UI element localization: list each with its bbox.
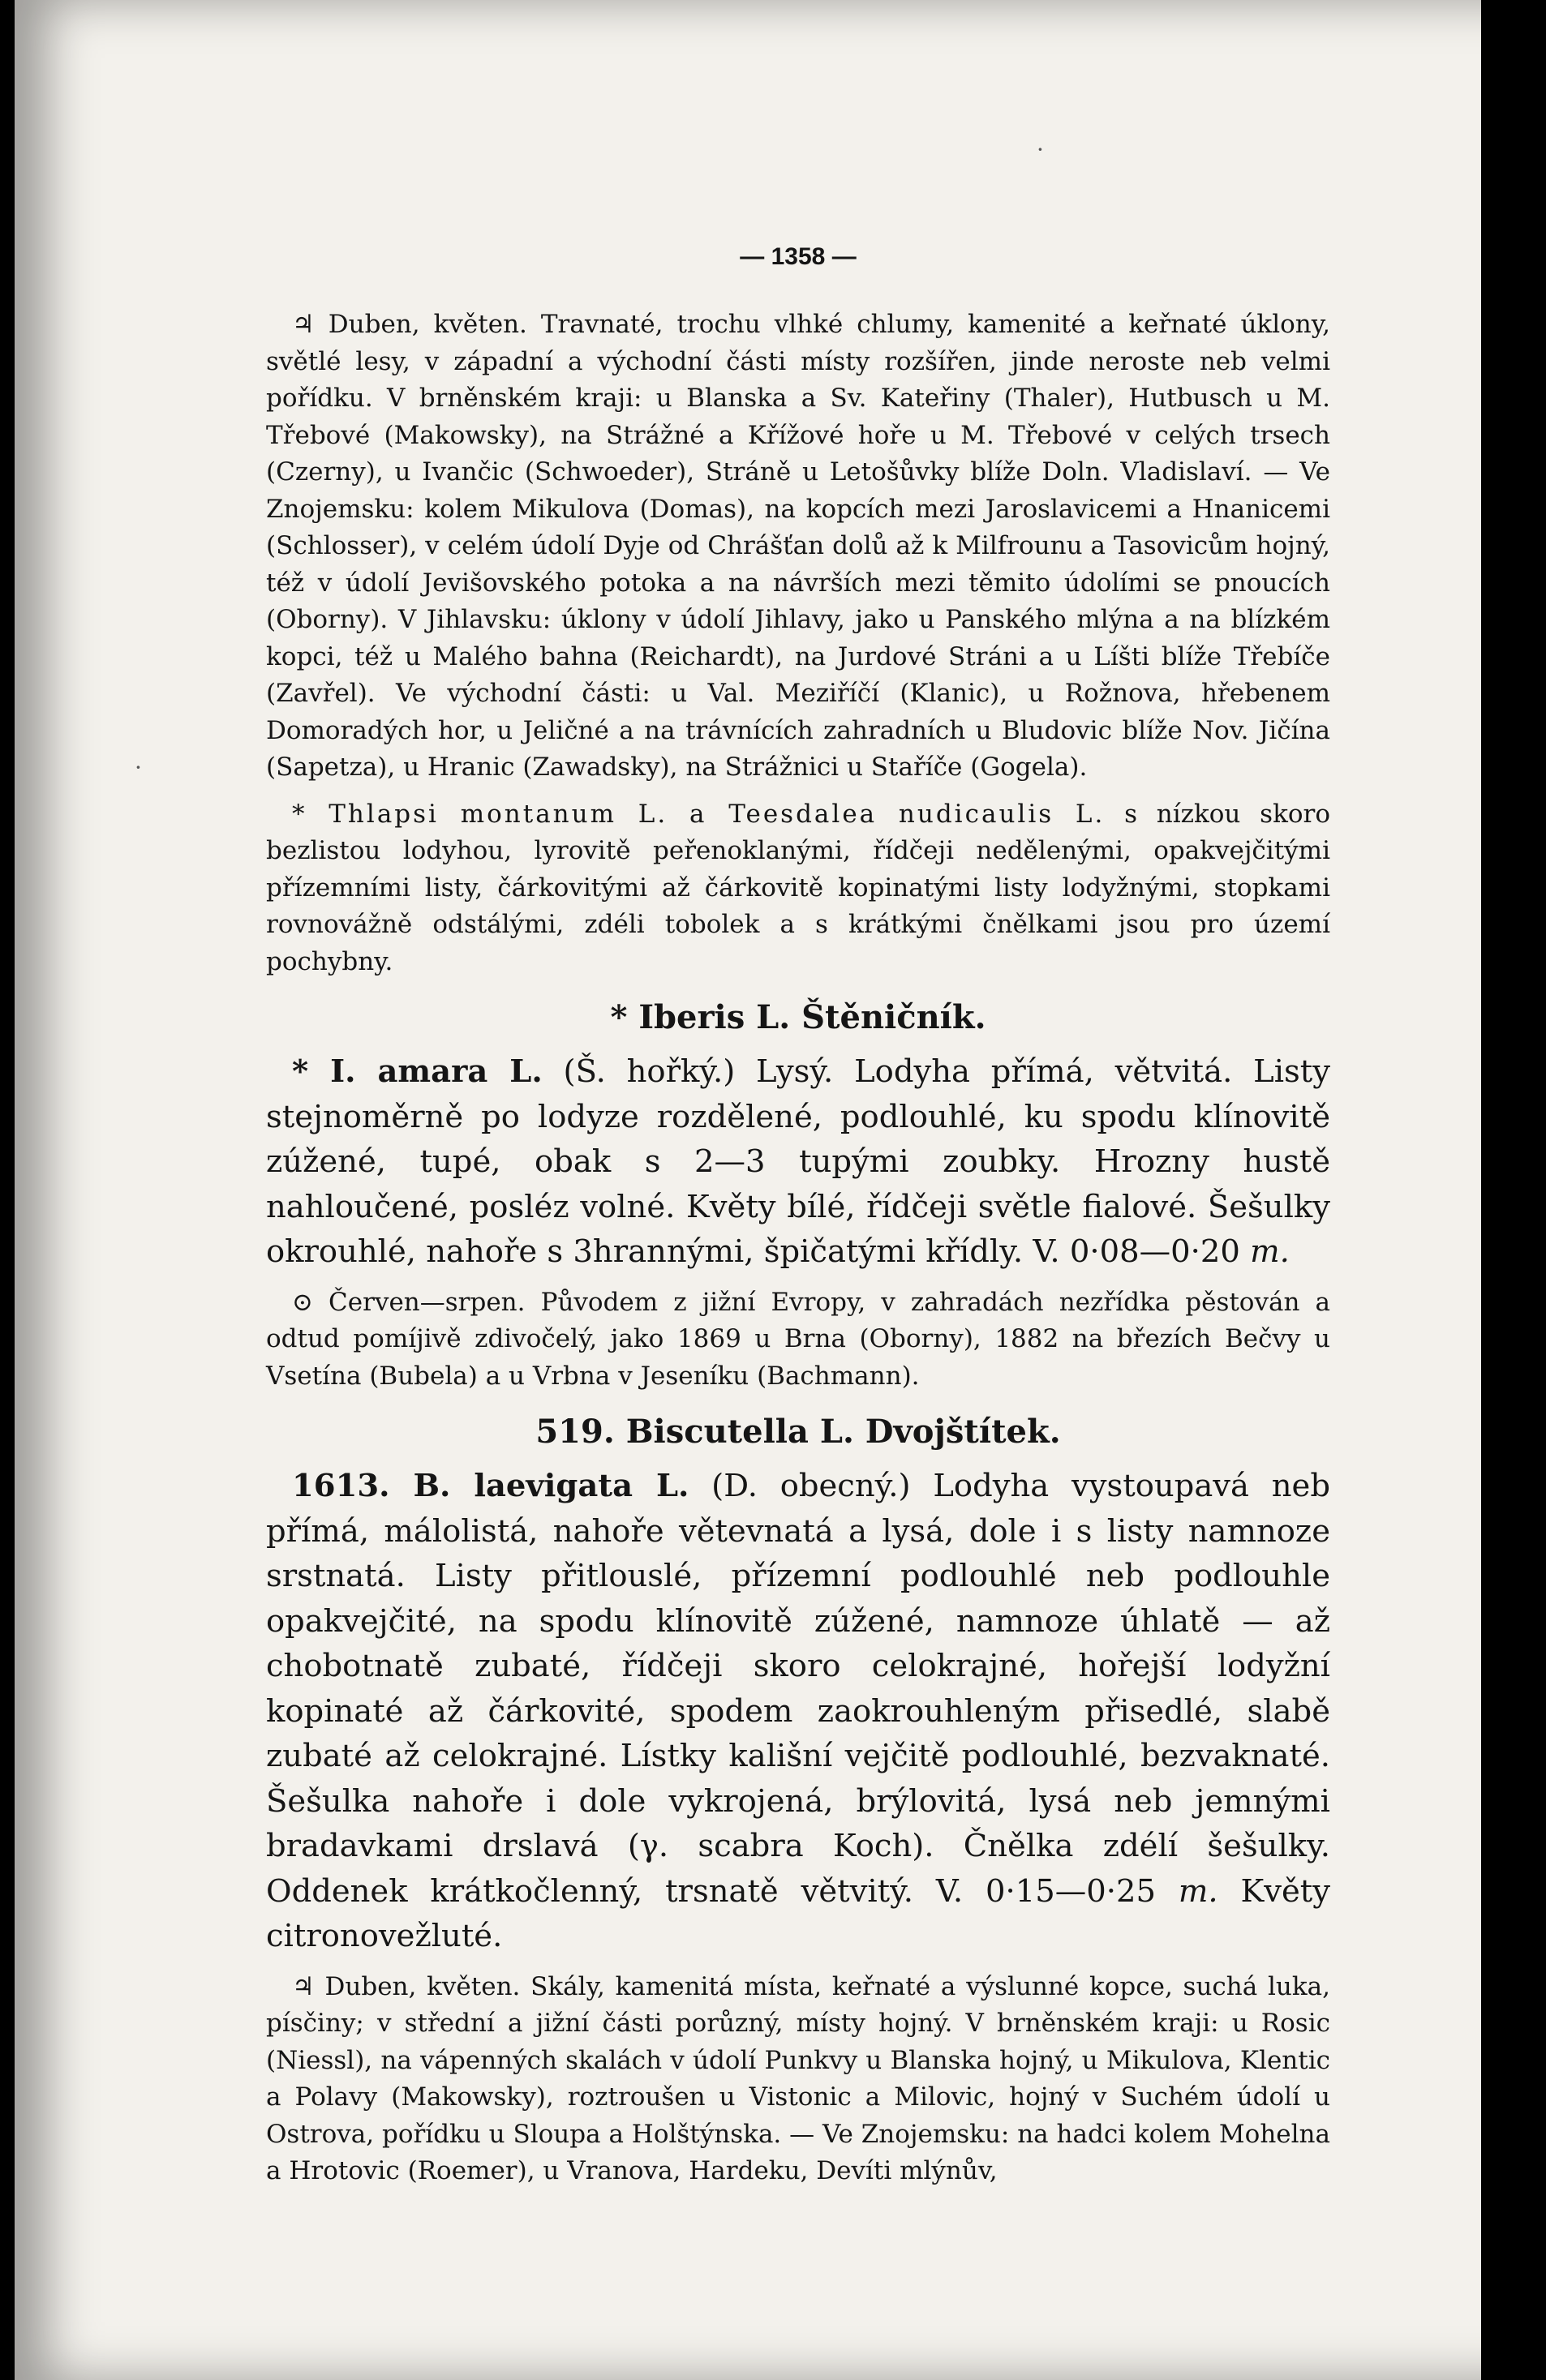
species-name: 1613. B. laevigata L. — [292, 1468, 689, 1504]
paragraph-iberis-occurrence: ⊙ Červen—srpen. Původem z jižní Evropy, v zahradách nezřídka pěstován a odtud pomíjivě zdivočelý, jako 1869 u Brna (Oborny), 1882 na březích Bečvy u Vsetína (Bubela) a u Vrbna v Jeseníku (Bachmann). — [266, 1287, 1330, 1391]
unit: m. — [1250, 1233, 1290, 1270]
species-description-iberis-amara — [266, 1049, 1330, 1275]
species-text: (D. obecný.) Lodyha vystoupavá neb přímá, málolistá, nahoře větevnatá a lysá, dole i s listy namnoze srstnatá. Listy přitlouslé, přízemní podlouhlé neb podlouhle opakvejčité, na spodu klínovitě zúžené, namnoze úhlatě — až chobotnatě zubaté, řídčeji skoro celokrajné, hořejší lodyžní kopinaté až čárkovité, spodem zaokrouhleným přisedlé, slabě zubaté až celokrajné. Lístky kališní vejčitě podlouhlé, bezvaknaté. Šešulka nahoře i dole vykrojená, brýlovitá, lysá neb jemnými bradavkami drslavá (γ. scabra Koch). Čnělka zdélí šešulky. Oddenek krátkočlenný, trsnatě větvitý. V. 0·15—0·25 — [266, 1468, 1330, 1910]
genus-heading-iberis: * Iberis L. Štěničník. — [610, 998, 986, 1036]
scanned-page — [15, 0, 1514, 2380]
paragraph-thlapsi-note — [266, 796, 1330, 981]
unit: m. — [1178, 1872, 1218, 1910]
genus-heading-biscutella: 519. Biscutella L. Dvojštítek. — [535, 1413, 1061, 1451]
thlapsi-species-names: * Thlapsi montanum L. a Teesdalea nudicaulis L. — [292, 799, 1106, 829]
species-description-biscutella-laevigata — [266, 1464, 1330, 1959]
paragraph-biscutella-occurrence: ♃ Duben, květen. Skály, kamenitá místa, keřnaté a výslunné kopce, suchá luka, písčiny; v střední a jižní části porůzný, místy hojný. V brněnském kraji: u Rosic (Niessl), na vápenných skalách v údolí Punkvy u Blanska hojný, u Mikulova, Klentic a Polavy (Makowsky), roztroušen u Vistonic a Milovic, hojný v Suchém údolí u Ostrova, pořídku u Sloupa a Holštýnska. — Ve Znojemsku: na hadci kolem Mohelna a Hrotovic (Roemer), u Vranova, Hardeku, Devíti mlýnův, — [266, 1971, 1330, 2185]
scan-edge — [1481, 0, 1514, 2380]
dust-mark: · — [1037, 136, 1044, 163]
species-text: (Š. hořký.) Lysý. Lodyha přímá, větvitá. Listy stejnoměrně po lodyze rozdělené, podlouhlé, ku spodu klínovitě zúžené, tupé, obak s 2—3 tupými zoubky. Hrozny hustě nahloučené, posléz volné. Květy bílé, řídčeji světle fialové. Šešulky okrouhlé, nahoře s 3hrannými, špičatými křídly. V. 0·08—0·20 — [266, 1053, 1330, 1270]
paragraph-flowering-distribution: ♃ Duben, květen. Travnaté, trochu vlhké chlumy, kamenité a keřnaté úklony, světlé lesy, v západní a východní části místy rozšířen, jinde neroste neb velmi pořídku. V brněnském kraji: u Blanska a Sv. Kateřiny (Thaler), Hutbusch u M. Třebové (Makowsky), na Strážné a Křížové hoře u M. Třebové v celých trsech (Czerny), u Ivančic (Schwoeder), Stráně u Letošůvky blíže Doln. Vladislaví. — Ve Znojemsku: kolem Mikulova (Domas), na kopcích mezi Jaroslavicemi a Hnanicemi (Schlosser), v celém údolí Dyje od Chrášťan dolů až k Milfrounu a Tasovicům hojný, též v údolí Jevišovského potoka a na návrších mezi těmito údolími se pnoucích (Oborny). V Jihlavsku: úklony v údolí Jihlavy, jako u Panského mlýna a na blízkém kopci, též u Malého bahna (Reichardt), na Jurdové Stráni a u Líšti blíže Třebíče (Zavřel). Ve východní části: u Val. Meziříčí (Klanic), u Rožnova, hřebenem Domoradých hor, u Jeličné a na trávnících zahradních u Bludovic blíže Nov. Jičína (Sapetza), u Hranic (Zawadsky), na Strážnici u Staříče (Gogela). — [266, 310, 1330, 782]
dust-mark: · — [135, 754, 142, 781]
thlapsi-description: s nízkou skoro bezlistou lodyhou, lyrovitě peřenoklanými, řídčeji nedělenými, opakvejčitými přízemními listy, čárkovitými až čárkovitě kopinatými listy lodyžnými, stopkami rovnovážně odstálými, zdéli tobolek a s krátkými čnělkami jsou pro území pochybny. — [266, 799, 1330, 976]
species-text-tail: Květy citronovežluté. — [266, 1872, 1330, 1954]
species-name: * I. amara L. — [292, 1053, 543, 1090]
page-number: — 1358 — — [740, 243, 857, 270]
page-content — [266, 243, 1330, 2190]
